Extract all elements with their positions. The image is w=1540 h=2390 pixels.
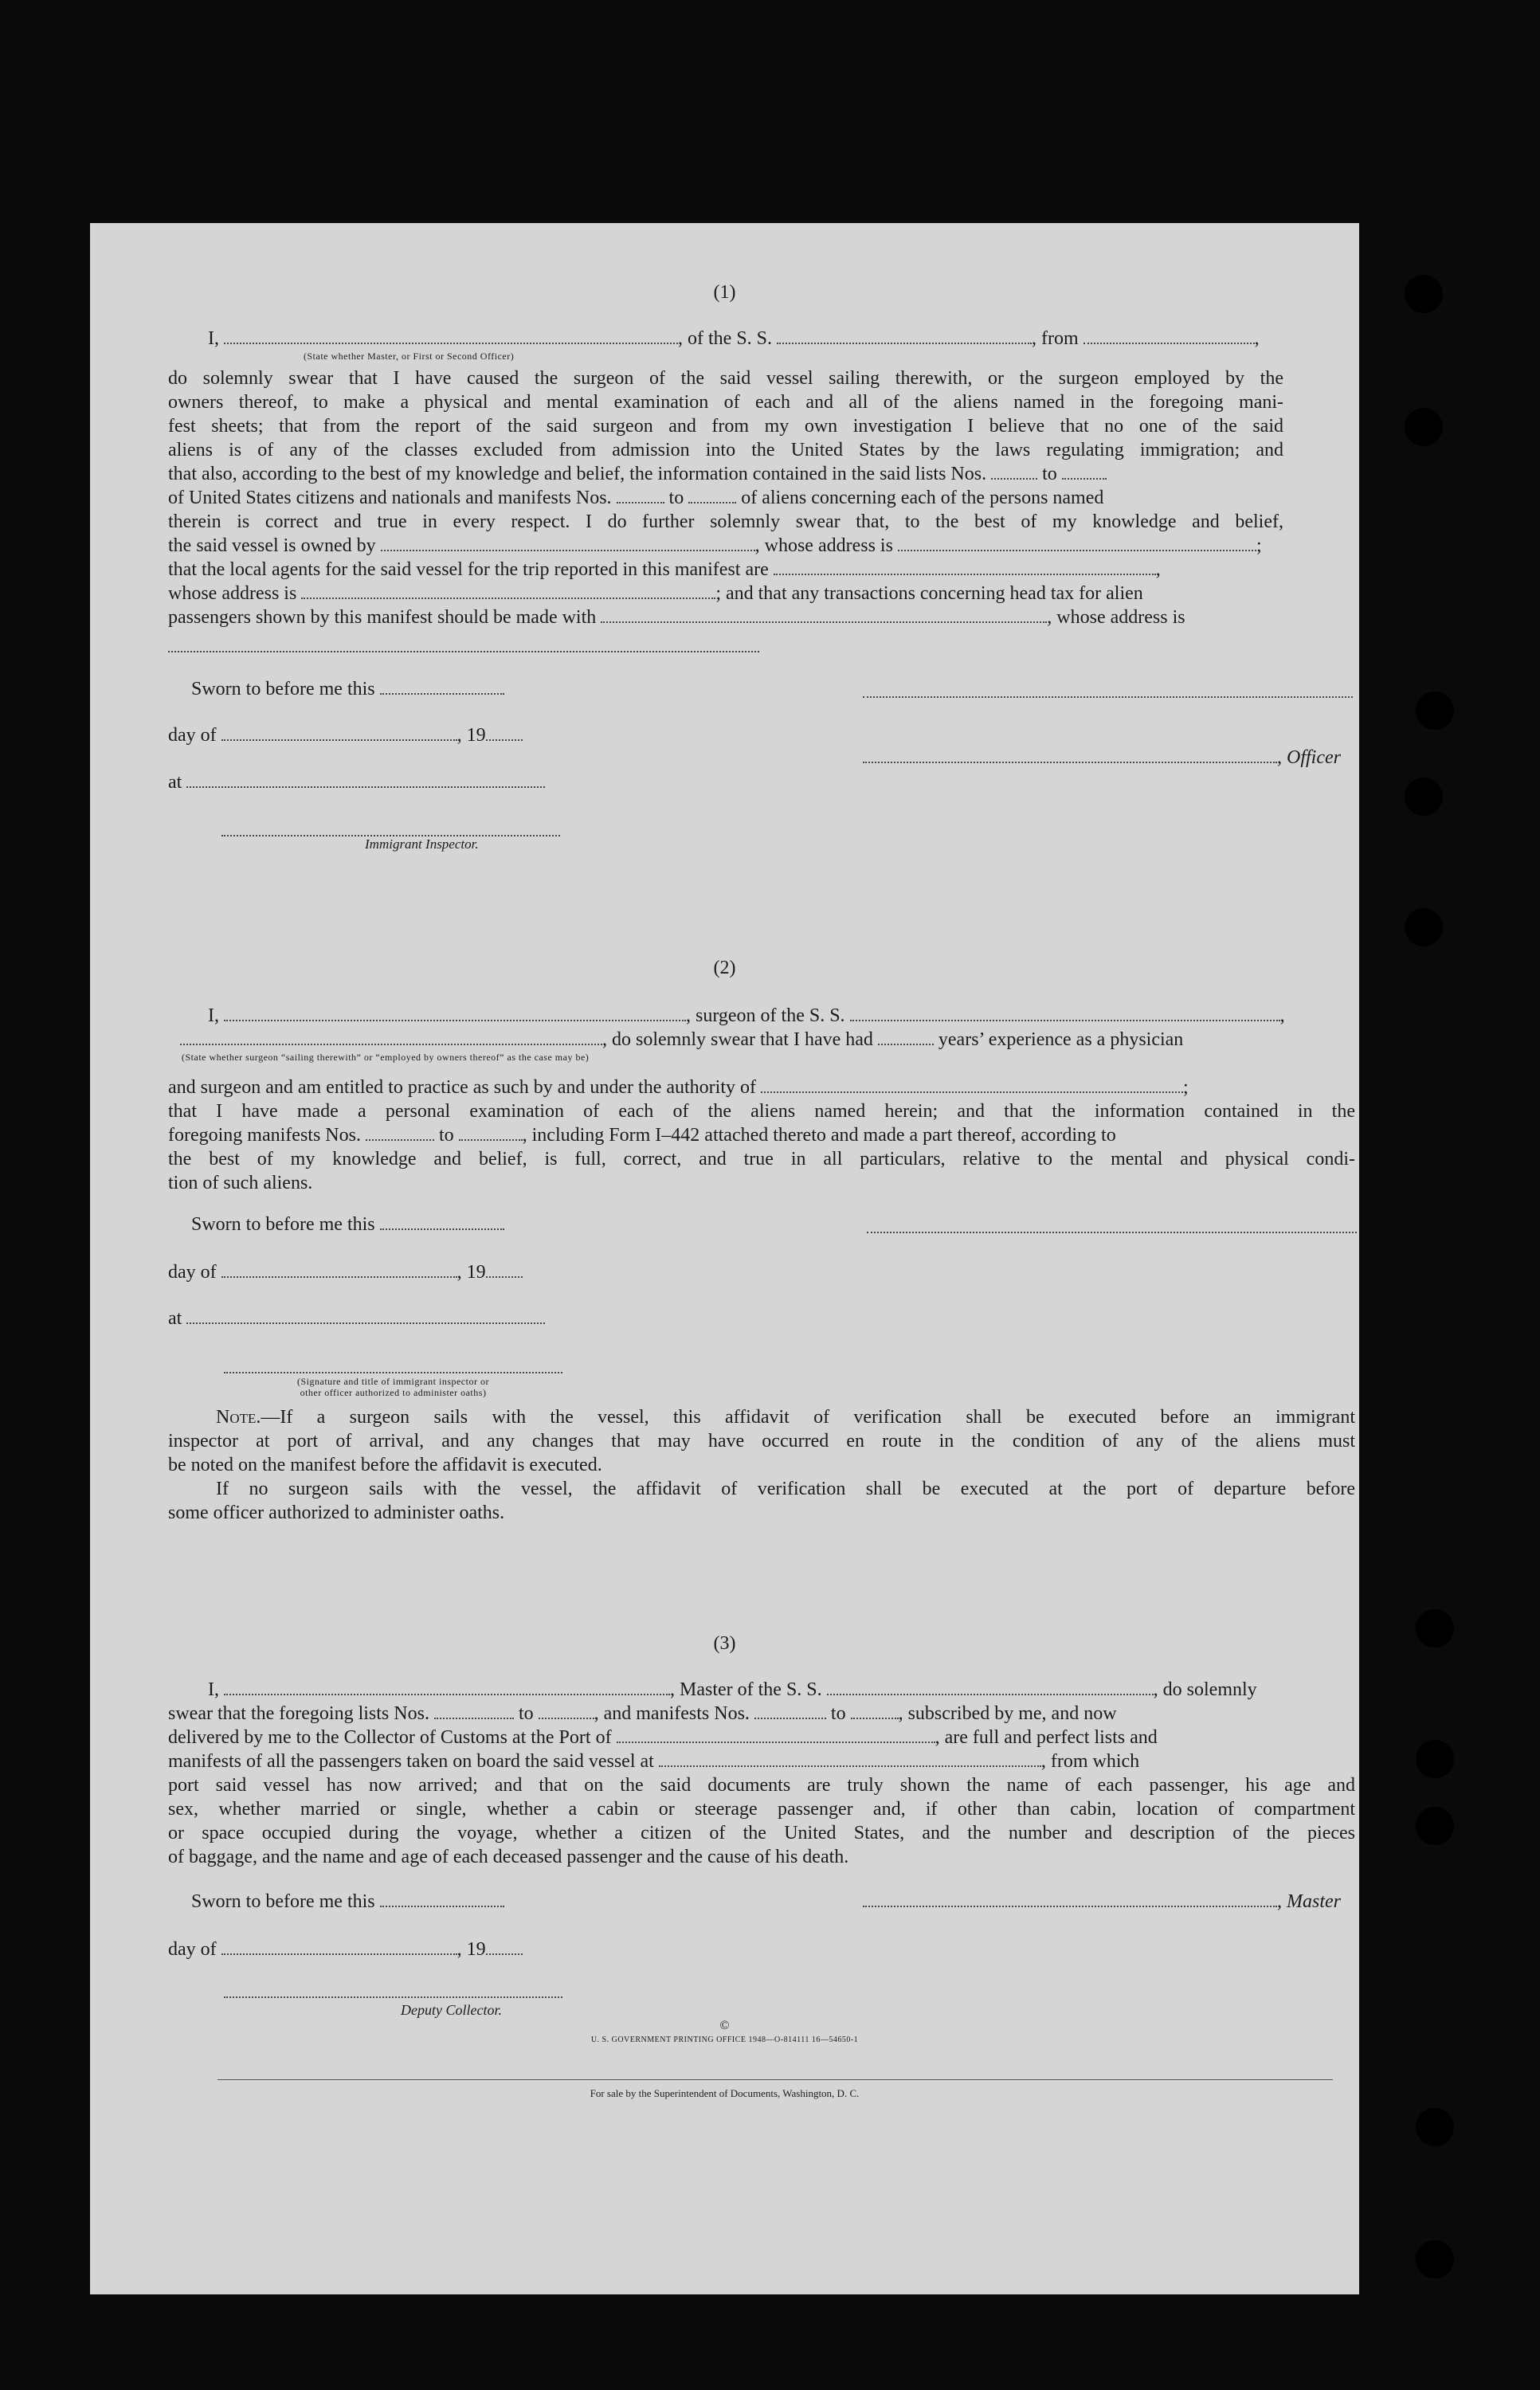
lists-to-blank — [1062, 462, 1107, 480]
rank-caption: (State whether Master, or First or Second Officer) — [304, 351, 515, 362]
sec3-day-of — [168, 1937, 523, 1961]
manifests-to-blank — [688, 486, 736, 503]
sec2-line: tion of such aliens. — [168, 1173, 313, 1193]
text: Sworn to before me this — [191, 1214, 375, 1235]
sec1-line-9 — [168, 558, 1283, 582]
sec3-line-2 — [168, 1702, 1355, 1726]
text: swear that the foregoing lists Nos. — [168, 1703, 429, 1724]
port-blank — [1083, 327, 1255, 344]
sec3-line-4 — [168, 1749, 1355, 1773]
lists-from-blank — [991, 462, 1037, 480]
sec1-line-11 — [168, 605, 1283, 629]
section-2-number: (2) — [713, 958, 736, 978]
signature-rule — [863, 696, 1353, 698]
text: —If a surgeon sails with the vessel, this affidavit of verification shall be executed before an immigrant — [261, 1407, 1355, 1428]
punch-hole — [1405, 778, 1443, 816]
text: , and manifests Nos. — [594, 1703, 750, 1724]
text: I, — [208, 1005, 219, 1026]
text: , 19 — [457, 725, 486, 746]
owner-address-blank — [898, 534, 1256, 551]
month-blank — [221, 1937, 457, 1955]
year-blank — [486, 1260, 523, 1278]
month-blank — [221, 723, 457, 741]
sec2-line-3 — [168, 1076, 1355, 1099]
text: to — [438, 1125, 454, 1146]
place-blank — [186, 1307, 545, 1324]
gpo-imprint: U. S. GOVERNMENT PRINTING OFFICE 1948—O-814111 16—54650-1 — [590, 2035, 859, 2044]
text: that also, according to the best of my knowledge and belief, the information contained in the said lists Nos. — [168, 464, 987, 484]
text: , from which — [1040, 1751, 1140, 1772]
year-blank — [486, 723, 523, 741]
text: whose address is — [168, 583, 297, 604]
note-block — [168, 1405, 1355, 1525]
text: , 19 — [457, 1939, 486, 1960]
text: the said vessel is owned by — [168, 535, 376, 556]
text: , including Form I–442 attached thereto and made a part thereof, according to — [522, 1125, 1116, 1146]
text: , do solemnly swear that I have had — [602, 1029, 873, 1050]
text: to — [1042, 464, 1057, 484]
master-name-blank — [224, 1678, 670, 1695]
years-blank — [878, 1028, 934, 1045]
sec3-line-3 — [168, 1726, 1355, 1749]
punch-hole — [1416, 2108, 1454, 2146]
agents-address-blank — [301, 582, 715, 599]
punch-hole — [1416, 1609, 1454, 1648]
text: at — [168, 1308, 182, 1329]
text: years’ experience as a physician — [938, 1029, 1184, 1050]
manifest-affidavit-page — [90, 223, 1359, 2294]
text: I, — [208, 1679, 219, 1700]
sec1-line: owners thereof, to make a physical and mental examination of each and all of the aliens named in the foregoing mani- — [168, 392, 1283, 413]
punch-hole — [1405, 275, 1443, 313]
officer-signature-rule — [224, 1372, 562, 1373]
sec1-line-10 — [168, 582, 1283, 605]
signature-caption-2: other officer authorized to administer oaths) — [300, 1387, 487, 1398]
text: , Master — [1277, 1891, 1341, 1912]
sec2-line: that I have made a personal examination of each of the aliens named herein; and that the information contained in the — [168, 1101, 1355, 1122]
text: , Officer — [1277, 747, 1341, 768]
sec2-at — [168, 1307, 545, 1330]
text: delivered by me to the Collector of Customs at the Port of — [168, 1727, 612, 1748]
ship-blank — [850, 1004, 1280, 1021]
sec1-line: fest sheets; that from the report of the said surgeon and from my own investigation I believe that no one of the said — [168, 416, 1283, 437]
port-blank — [617, 1726, 935, 1743]
text: day of — [168, 1939, 217, 1960]
sec3-line: or space occupied during the voyage, whether a citizen of the United States, and the number and description of the pieces — [168, 1823, 1355, 1843]
text: and surgeon and am entitled to practice as such by and under the authority of — [168, 1077, 756, 1098]
note-line: If no surgeon sails with the vessel, the affidavit of verification shall be executed at the port of departure before — [216, 1479, 1355, 1499]
lists-from-blank — [434, 1702, 514, 1719]
surgeon-status-caption: (State whether surgeon “sailing therewith” or “employed by owners thereof” as the case may be) — [182, 1052, 590, 1063]
inspector-caption: Immigrant Inspector. — [365, 836, 479, 852]
text: , — [1155, 559, 1161, 580]
sec2-line-1 — [208, 1004, 1285, 1028]
text: , of the S. S. — [678, 328, 773, 349]
collector-caption: Deputy Collector. — [401, 2002, 502, 2018]
text: day of — [168, 1262, 217, 1283]
ship-blank — [777, 327, 1032, 344]
sec2-line: the best of my knowledge and belief, is full, correct, and true in all particulars, relative to the mental and physical condi- — [168, 1149, 1355, 1170]
place-blank — [186, 770, 545, 788]
section-1-number: (1) — [713, 282, 736, 303]
text: , — [1254, 328, 1260, 349]
headtax-blank — [601, 605, 1047, 623]
year-blank — [486, 1937, 523, 1955]
text: at — [168, 772, 182, 793]
sec1-officer — [863, 746, 1341, 770]
note-label: Note. — [216, 1407, 261, 1428]
sec2-sworn — [191, 1213, 504, 1236]
text: , whose address is — [754, 535, 893, 556]
text: foregoing manifests Nos. — [168, 1125, 361, 1146]
lists-to-blank — [539, 1702, 594, 1719]
sec1-line-5 — [168, 462, 1283, 486]
sec1-line-1 — [208, 327, 1260, 351]
manifests-from-blank — [754, 1702, 826, 1719]
section-3-number: (3) — [713, 1633, 736, 1654]
address-rule — [168, 651, 759, 652]
text: Sworn to before me this — [191, 1891, 375, 1912]
sec1-day-of — [168, 723, 523, 747]
sec1-body — [168, 366, 1283, 629]
ship-blank — [827, 1678, 1154, 1695]
gpo-symbol: © — [719, 2019, 730, 2032]
text: , do solemnly — [1153, 1679, 1257, 1700]
sale-notice: For sale by the Superintendent of Documents, Washington, D. C. — [590, 2087, 860, 2099]
text: , whose address is — [1047, 607, 1185, 628]
text: , — [1279, 1005, 1285, 1026]
punch-hole — [1405, 408, 1443, 446]
sec1-line-8 — [168, 534, 1283, 558]
punch-hole — [1405, 908, 1443, 946]
text: I, — [208, 328, 219, 349]
officer-signature-blank — [863, 746, 1277, 763]
text: of aliens concerning each of the persons named — [741, 488, 1104, 508]
text: , from — [1032, 328, 1079, 349]
text: ; — [1256, 535, 1262, 556]
surgeon-signature-rule — [867, 1232, 1357, 1233]
note-line: be noted on the manifest before the affidavit is executed. — [168, 1455, 602, 1475]
agents-blank — [774, 558, 1156, 575]
note-line — [168, 1405, 1355, 1429]
footer-rule — [217, 2079, 1333, 2080]
signature-caption-1: (Signature and title of immigrant inspector or — [297, 1376, 489, 1387]
punch-hole — [1416, 2240, 1454, 2278]
sec2-line-5 — [168, 1123, 1355, 1147]
name-blank — [224, 327, 678, 344]
manifests-to-blank — [851, 1702, 899, 1719]
note-line: inspector at port of arrival, and any changes that may have occurred en route in the condition of any of the aliens must — [168, 1431, 1355, 1452]
authority-blank — [761, 1076, 1183, 1093]
sec2-line-2 — [180, 1028, 1183, 1052]
text: passengers shown by this manifest should be made with — [168, 607, 597, 628]
sec3-line: of baggage, and the name and age of each deceased passenger and the cause of his death. — [168, 1847, 849, 1867]
text: that the local agents for the said vessel for the trip reported in this manifest are — [168, 559, 769, 580]
embark-port-blank — [659, 1749, 1041, 1767]
sworn-date-blank — [380, 1890, 504, 1907]
collector-rule — [224, 1996, 562, 1998]
sec1-line: do solemnly swear that I have caused the surgeon of the said vessel sailing therewith, or the surgeon employed by the — [168, 368, 1283, 389]
manifests-to-blank — [459, 1123, 523, 1141]
punch-hole — [1416, 692, 1454, 730]
text: to — [518, 1703, 534, 1724]
sec1-line-6 — [168, 486, 1283, 510]
sec3-sworn — [191, 1890, 504, 1914]
sec3-body — [168, 1678, 1355, 1869]
sec2-body — [168, 1076, 1355, 1195]
sworn-date-blank — [380, 1213, 504, 1230]
sec3-master — [863, 1890, 1341, 1914]
text: , subscribed by me, and now — [898, 1703, 1117, 1724]
surgeon-status-blank — [180, 1028, 602, 1045]
note-line: some officer authorized to administer oaths. — [168, 1503, 505, 1523]
text: ; — [1183, 1077, 1189, 1098]
manifests-from-blank — [366, 1123, 434, 1141]
sec3-line: sex, whether married or single, whether a cabin or steerage passenger and, if other than cabin, location of compartment — [168, 1799, 1355, 1820]
text: ; and that any transactions concerning head tax for alien — [715, 583, 1143, 604]
sec3-line-1 — [168, 1678, 1355, 1702]
text: manifests of all the passengers taken on board the said vessel at — [168, 1751, 654, 1772]
sec1-line: aliens is of any of the classes excluded from admission into the United States by the laws regulating immigration; and — [168, 440, 1283, 460]
manifests-from-blank — [617, 486, 664, 503]
text: Sworn to before me this — [191, 679, 375, 699]
surgeon-name-blank — [224, 1004, 686, 1021]
text: to — [668, 488, 684, 508]
sec1-at — [168, 770, 545, 794]
sec1-sworn — [191, 677, 504, 701]
text: , 19 — [457, 1262, 486, 1283]
master-signature-blank — [863, 1890, 1277, 1907]
sec2-day-of — [168, 1260, 523, 1284]
sec3-line: port said vessel has now arrived; and that on the said documents are truly shown the name of each passenger, his age and — [168, 1775, 1355, 1796]
owner-blank — [381, 534, 755, 551]
month-blank — [221, 1260, 457, 1278]
text: , are full and perfect lists and — [935, 1727, 1158, 1748]
sec1-line: therein is correct and true in every respect. I do further solemnly swear that, to the best of my knowledge and belief, — [168, 511, 1283, 532]
text: of United States citizens and nationals and manifests Nos. — [168, 488, 612, 508]
text: , surgeon of the S. S. — [686, 1005, 845, 1026]
sworn-date-blank — [380, 677, 504, 695]
text: to — [830, 1703, 846, 1724]
text: day of — [168, 725, 217, 746]
text: , Master of the S. S. — [670, 1679, 822, 1700]
punch-hole — [1416, 1807, 1454, 1845]
punch-hole — [1416, 1740, 1454, 1778]
